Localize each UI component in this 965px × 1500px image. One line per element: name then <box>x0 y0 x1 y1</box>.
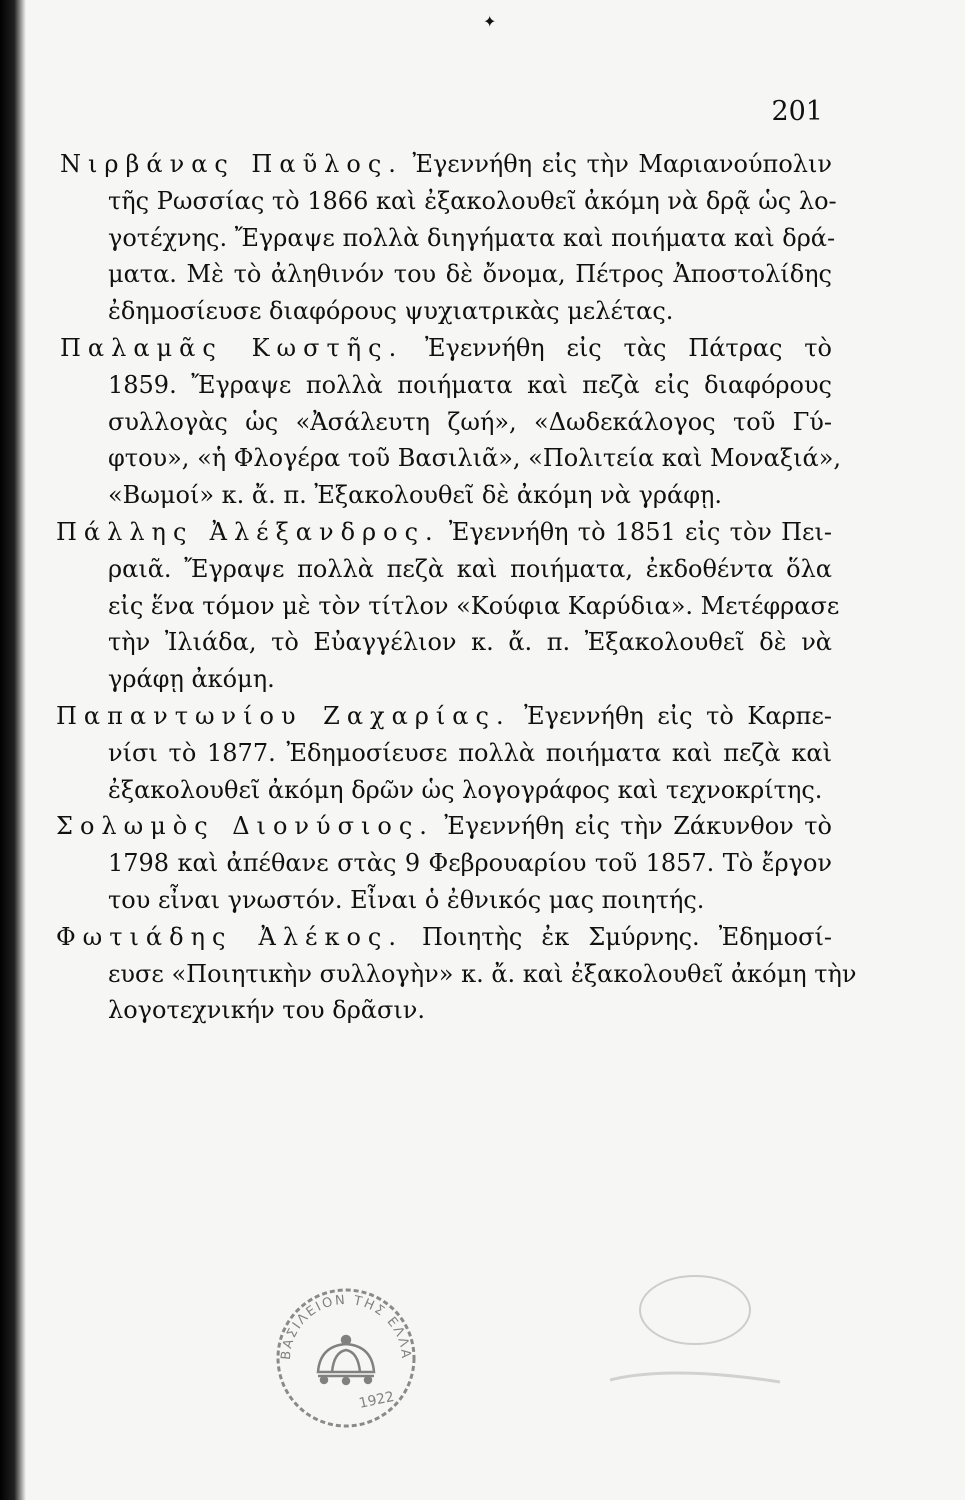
entry-line: ματα. Μὲ τὸ ἀληθινόν του δὲ ὄνομα, Πέτρος Ἀποστολίδης <box>108 260 832 289</box>
entry-line: φτου», «ἡ Φλογέρα τοῦ Βασιλιᾶ», «Πολιτεία καὶ Μοναξιά», <box>108 444 842 473</box>
entry-line <box>56 808 832 845</box>
crown-icon <box>318 1336 374 1384</box>
entry-nirvanas <box>60 146 837 330</box>
entry-line: ἐδημοσίευσε διαφόρους ψυχιατρικὰς μελέτας. <box>108 297 674 326</box>
entry-line <box>56 919 832 956</box>
entry-line <box>60 146 832 183</box>
entry-line: τὴν Ἰλιάδα, τὸ Εὐαγγέλιον κ. ἄ. π. Ἐξακολουθεῖ δὲ νὰ <box>108 628 832 657</box>
entry-line: γράφῃ ἀκόμη. <box>108 665 275 694</box>
entry-line: συλλογὰς ὡς «Ἀσάλευτη ζωή», «Δωδεκάλογος τοῦ Γύ- <box>108 407 832 436</box>
entry-name: Παλαμᾶς Κωστῆς. <box>60 333 404 362</box>
entry-name: Νιρβάνας Παῦλος. <box>60 150 403 178</box>
entry-text: Ἐγεννήθη εἰς τὰς Πάτρας τὸ <box>403 333 832 362</box>
entry-line: εἰς ἕνα τόμον μὲ τὸν τίτλον «Κούφια Καρύδια». Μετέφρασε <box>108 591 840 620</box>
entry-line: 1859. Ἔγραψε πολλὰ ποιήματα καὶ πεζὰ εἰς διαφόρους <box>108 370 832 399</box>
entry-pallis <box>56 514 840 698</box>
svg-text:ΒΑΣΙΛΕΙΟΝ ΤΗΣ ΕΛΛΑΔΟΣ <box>268 1280 413 1361</box>
text-block <box>56 146 857 1029</box>
entry-text: Ἐγεννήθη εἰς τὸ Καρπε- <box>510 701 832 730</box>
stamp-graphic <box>268 1280 424 1430</box>
entry-line: του εἶναι γνωστόν. Εἶναι ὁ ἐθνικός μας ποιητής. <box>108 885 705 914</box>
entry-line: «Βωμοί» κ. ἄ. π. Ἐξακολουθεῖ δὲ ἀκόμη νὰ γράφῃ. <box>108 481 723 510</box>
entry-text: Ποιητὴς ἐκ Σμύρνης. Ἐδημοσί- <box>402 922 832 951</box>
library-stamp <box>268 1280 424 1430</box>
entry-text: Ἐγεννήθη εἰς τὴν Ζάκυνθον τὸ <box>433 812 833 841</box>
entry-text: Ἐγεννήθη εἰς τὴν Μαριανούπολιν <box>402 150 832 178</box>
entry-line: ευσε «Ποιητικὴν συλλογὴν» κ. ἄ. καὶ ἐξακολουθεῖ ἀκόμη τὴν <box>108 959 857 988</box>
entry-line: λογοτεχνικήν του δρᾶσιν. <box>108 996 426 1025</box>
entry-name: Παπαντωνίου Ζαχαρίας. <box>56 701 511 730</box>
entry-papantoniou <box>56 698 832 808</box>
entry-fotiadis <box>56 919 857 1029</box>
entry-line: ραιᾶ. Ἔγραψε πολλὰ πεζὰ καὶ ποιήματα, ἐκδοθέντα ὅλα <box>108 554 832 583</box>
page-number: 201 <box>771 96 823 127</box>
entry-palamas <box>60 330 842 514</box>
entry-name: Πάλλης Ἀλέξανδρος. <box>56 517 440 546</box>
bleed-through-marks <box>590 1270 800 1400</box>
page-left-shadow <box>0 0 26 1500</box>
entry-line <box>60 330 832 367</box>
entry-line: τῆς Ρωσσίας τὸ 1866 καὶ ἐξακολουθεῖ ἀκόμη νὰ δρᾷ ὡς λο- <box>108 186 837 215</box>
entry-line <box>56 698 832 735</box>
entry-line: 1798 καὶ ἀπέθανε στὰς 9 Φεβρουαρίου τοῦ 1857. Τὸ ἔργον <box>108 849 832 878</box>
entry-line: νίσι τὸ 1877. Ἐδημοσίευσε πολλὰ ποιήματα καὶ πεζὰ καὶ <box>108 738 832 767</box>
entry-name: Φωτιάδης Ἀλέκος. <box>56 922 403 951</box>
entry-line <box>56 514 832 551</box>
entry-text: Ἐγεννήθη τὸ 1851 εἰς τὸν Πει- <box>439 517 833 546</box>
entry-line: γοτέχνης. Ἔγραψε πολλὰ διηγήματα καὶ ποιήματα καὶ δρά- <box>108 223 836 252</box>
stamp-text: ΒΑΣΙΛΕΙΟΝ ΤΗΣ ΕΛΛΑ <box>278 1292 414 1361</box>
entry-solomos <box>56 808 833 918</box>
entry-name: Σολωμὸς Διονύσιος. <box>56 812 434 841</box>
stamp-year: 1922 <box>357 1388 396 1412</box>
entry-line: ἐξακολουθεῖ ἀκόμη δρῶν ὡς λογογράφος καὶ τεχνοκρίτης. <box>108 775 823 804</box>
top-speck: ✦ <box>483 12 497 31</box>
